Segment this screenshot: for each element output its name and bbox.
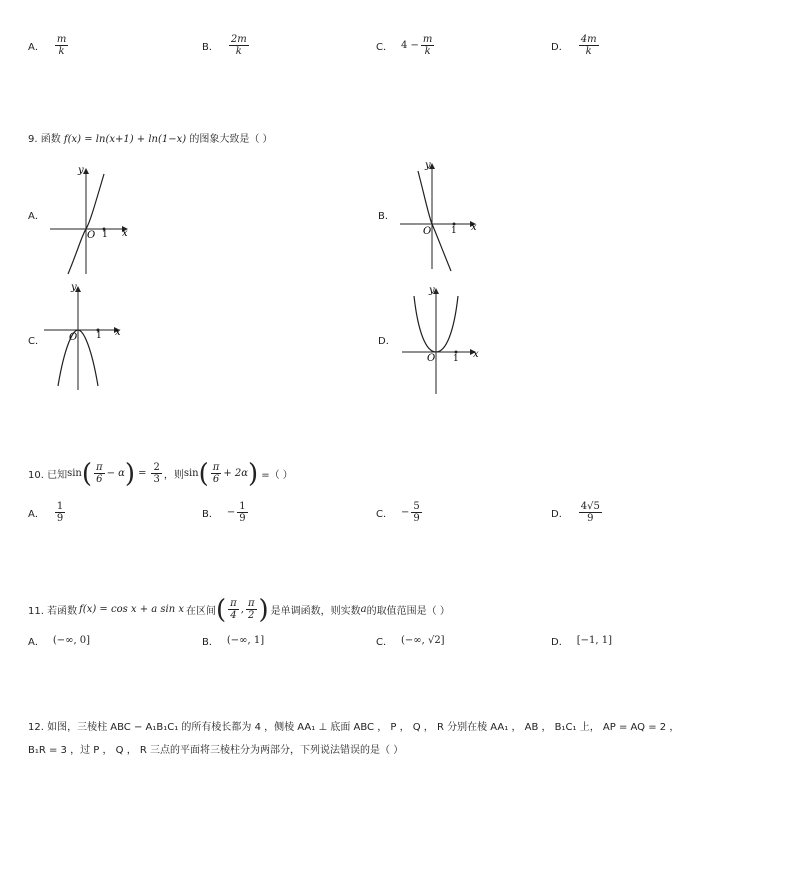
fraction <box>229 34 249 57</box>
q10-option-c[interactable] <box>376 501 424 524</box>
denominator: k <box>585 46 592 57</box>
q9-option-b-label[interactable]: B． <box>378 211 395 222</box>
sin-label: sin <box>183 468 199 479</box>
minus-sign: − <box>226 507 236 518</box>
fraction <box>421 34 434 57</box>
numerator: 2m <box>230 34 247 45</box>
q11-option-c[interactable] <box>376 633 445 648</box>
sin-label: sin <box>67 468 82 479</box>
option-label: A． <box>28 637 45 648</box>
option-label: D． <box>551 637 569 648</box>
function-curve <box>418 171 451 271</box>
denominator: 2 <box>248 610 255 621</box>
fraction <box>55 34 68 57</box>
option-label: D． <box>551 509 569 520</box>
q11-mid: 在区间 <box>186 606 217 617</box>
option-label: B． <box>202 637 219 648</box>
q12-line-2: B₁R = 3 ，过 P ， Q ， R 三点的平面将三棱柱分为两部分，下列说法错误的是（ ） <box>28 745 404 756</box>
numerator: π <box>96 462 103 473</box>
numerator: 4m <box>580 34 597 45</box>
fraction <box>211 462 222 485</box>
q9-graph-b <box>396 157 486 277</box>
q11-option-b[interactable] <box>202 633 264 648</box>
fraction <box>579 34 599 57</box>
q9-function: f(x) = ln(x+1) + ln(1−x) <box>63 134 187 145</box>
q9-suffix: 的图象大致是（ ） <box>189 134 273 145</box>
q10-option-d[interactable] <box>551 501 604 524</box>
fraction <box>94 462 105 485</box>
fraction <box>246 598 257 621</box>
numerator: 1 <box>239 501 246 512</box>
origin-label: O <box>69 332 78 343</box>
left-paren: ( <box>81 458 93 489</box>
denominator: 9 <box>587 513 594 524</box>
y-label: y <box>71 282 77 293</box>
minus-alpha: − α <box>106 468 125 479</box>
denominator: 3 <box>153 474 160 485</box>
numerator: 1 <box>56 501 64 512</box>
fraction <box>228 598 239 621</box>
denominator: 4 <box>230 610 237 621</box>
option-label: C． <box>376 42 393 53</box>
q11-option-d[interactable] <box>551 633 612 648</box>
q10-end: =（ ） <box>261 470 293 481</box>
option-value: [−1, 1] <box>576 635 612 646</box>
q11-suffix: 是单调函数，则实数 <box>270 606 361 617</box>
right-paren: ) <box>258 594 269 625</box>
origin-label: O <box>423 226 432 237</box>
option-label: B． <box>202 509 219 520</box>
q8-option-a[interactable] <box>28 34 70 57</box>
numerator: π <box>230 598 237 609</box>
y-axis-arrow <box>83 168 89 174</box>
option-value: (−∞, 1] <box>226 635 265 646</box>
x-label: x <box>115 327 121 338</box>
q8-option-c[interactable] <box>376 34 436 57</box>
q10-number: 10. 已知 <box>28 470 68 481</box>
fraction <box>579 501 602 524</box>
y-label: y <box>425 160 431 171</box>
right-paren: ) <box>124 458 136 489</box>
option-label: C． <box>376 509 393 520</box>
minus-sign: − <box>400 507 410 518</box>
denominator: 9 <box>239 513 246 524</box>
denominator: k <box>235 46 242 57</box>
tick-one: 1 <box>451 226 457 236</box>
q8-option-b[interactable] <box>202 34 251 57</box>
denominator: 6 <box>212 474 220 485</box>
option-label: A． <box>28 42 45 53</box>
q8-option-d[interactable] <box>551 34 601 57</box>
option-label: D． <box>551 42 569 53</box>
option-value: (−∞, 0] <box>52 635 91 646</box>
q11-stem <box>28 594 450 625</box>
denominator: 6 <box>96 474 103 485</box>
option-label: B． <box>202 42 219 53</box>
fraction <box>411 501 421 524</box>
left-paren: ( <box>216 594 227 625</box>
q9-graph-a <box>50 160 140 280</box>
q11-variable: a <box>360 604 367 615</box>
prefix: 4 − <box>400 40 419 51</box>
y-label: y <box>78 165 84 176</box>
denominator: k <box>58 46 65 57</box>
tick-one: 1 <box>102 230 108 240</box>
origin-label: O <box>87 230 96 241</box>
x-label: x <box>473 349 479 360</box>
q9-option-d-label[interactable]: D． <box>378 336 396 347</box>
q9-stem <box>28 130 273 145</box>
q11-function: f(x) = cos x + a sin x <box>79 604 185 615</box>
denominator: k <box>424 46 431 57</box>
q9-option-a-label[interactable]: A． <box>28 211 45 222</box>
q11-number: 11. 若函数 <box>28 606 78 617</box>
q9-graph-c <box>42 280 132 395</box>
fraction <box>55 501 65 524</box>
x-label: x <box>122 228 128 239</box>
numerator: m <box>422 34 433 45</box>
q11-end: 的取值范围是（ ） <box>366 606 450 617</box>
q11-option-a[interactable] <box>28 633 90 648</box>
equals: = <box>138 468 147 479</box>
numerator: π <box>212 462 220 473</box>
tick-one: 1 <box>453 354 459 364</box>
comma: , <box>240 604 244 615</box>
y-label: y <box>429 285 435 296</box>
q10-option-a[interactable] <box>28 501 67 524</box>
option-label: C． <box>376 637 393 648</box>
tick-one: 1 <box>96 331 102 341</box>
x-label: x <box>471 222 477 233</box>
numerator: m <box>56 34 67 45</box>
q9-option-c-label[interactable]: C． <box>28 336 45 347</box>
q10-stem <box>28 458 293 489</box>
q10-option-b[interactable] <box>202 501 250 524</box>
fraction <box>237 501 247 524</box>
denominator: 9 <box>413 513 420 524</box>
q12-line-1: 12. 如图，三棱柱 ABC − A₁B₁C₁ 的所有棱长都为 4 ，侧棱 AA₁ ⊥ 底面 ABC ， P ， Q ， R 分别在棱 AA₁ ， AB ， B₁C₁ 上， AP = AQ = 2 ， <box>28 722 680 733</box>
q9-graph-d <box>396 282 486 397</box>
denominator: 9 <box>56 513 64 524</box>
option-value: (−∞, √2] <box>400 635 445 646</box>
option-label: A． <box>28 509 45 520</box>
numerator: π <box>247 598 255 609</box>
q10-mid: ，则 <box>163 470 184 481</box>
plus-two-alpha: + 2α <box>223 468 249 479</box>
fraction <box>151 462 161 485</box>
numerator: 4√5 <box>580 501 600 512</box>
q9-number: 9. 函数 <box>28 134 61 145</box>
left-paren: ( <box>198 458 209 489</box>
origin-label: O <box>427 353 436 364</box>
numerator: 2 <box>153 462 160 473</box>
right-paren: ) <box>248 458 259 489</box>
numerator: 5 <box>413 501 420 512</box>
